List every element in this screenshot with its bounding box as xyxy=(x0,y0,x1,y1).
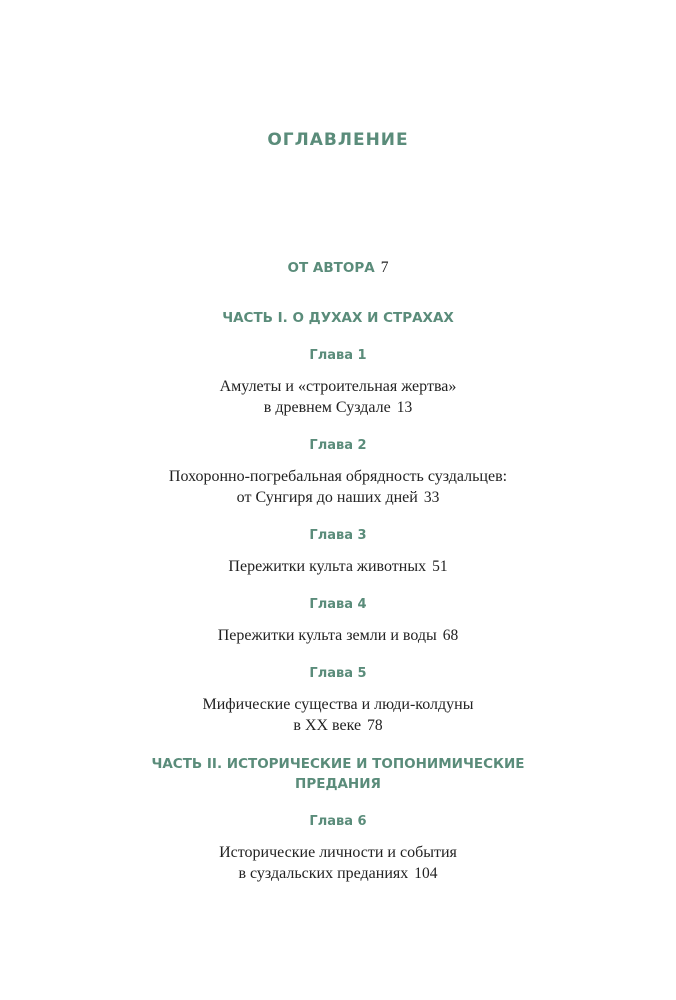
chapter-6-label: Глава 6 xyxy=(309,814,367,829)
chapter-5-title-line-1: Мифические существа и люди-колдуны xyxy=(202,696,474,713)
chapter-6-page: 104 xyxy=(414,865,438,882)
part-2-title-line-1: ЧАСТЬ II. ИСТОРИЧЕСКИЕ И ТОПОНИМИЧЕСКИЕ xyxy=(151,756,525,772)
part-2-title-line-2: ПРЕДАНИЯ xyxy=(295,776,381,792)
part-2-title xyxy=(0,754,676,794)
chapter-6-title-line-2: в суздальских преданиях 104 xyxy=(238,865,438,882)
chapter-2-entry xyxy=(0,466,676,508)
part-1-title: ЧАСТЬ I. О ДУХАХ И СТРАХАХ xyxy=(222,310,454,326)
chapter-6-entry xyxy=(0,842,676,884)
chapter-4-title-line-1: Пережитки культа земли и воды 68 xyxy=(217,627,459,644)
chapter-4-label: Глава 4 xyxy=(309,597,367,612)
author-section-page: 7 xyxy=(380,259,389,276)
chapter-2-page: 33 xyxy=(423,489,440,506)
table-of-contents xyxy=(0,258,676,902)
chapter-2-title-line-2: от Сунгиря до наших дней 33 xyxy=(236,489,440,506)
chapter-3-title-line-1: Пережитки культа животных 51 xyxy=(228,558,448,575)
chapter-3-entry xyxy=(0,556,676,577)
chapter-2-title-line-1: Похоронно-погребальная обрядность суздальцев: xyxy=(168,468,508,485)
page-title: ОГЛАВЛЕНИЕ xyxy=(267,130,409,150)
chapter-5-title-line-2: в XX веке 78 xyxy=(293,717,383,734)
chapter-3-label: Глава 3 xyxy=(309,528,367,543)
chapter-2-label: Глава 2 xyxy=(309,438,367,453)
chapter-1-title-line-2: в древнем Суздале 13 xyxy=(263,399,413,416)
chapter-3-page: 51 xyxy=(432,558,448,575)
chapter-1-page: 13 xyxy=(396,399,413,416)
chapter-5-label: Глава 5 xyxy=(309,666,367,681)
chapter-5-page: 78 xyxy=(367,717,383,734)
chapter-6-title-line-1: Исторические личности и события xyxy=(219,844,457,861)
chapter-4-entry xyxy=(0,625,676,646)
toc-entry-author xyxy=(0,258,676,278)
chapter-4-page: 68 xyxy=(442,627,459,644)
chapter-1-label: Глава 1 xyxy=(309,348,367,363)
chapter-1-title-line-1: Амулеты и «строительная жертва» xyxy=(219,378,457,395)
chapter-1-entry xyxy=(0,376,676,418)
chapter-5-entry xyxy=(0,694,676,736)
author-section-label: ОТ АВТОРА xyxy=(287,260,375,276)
